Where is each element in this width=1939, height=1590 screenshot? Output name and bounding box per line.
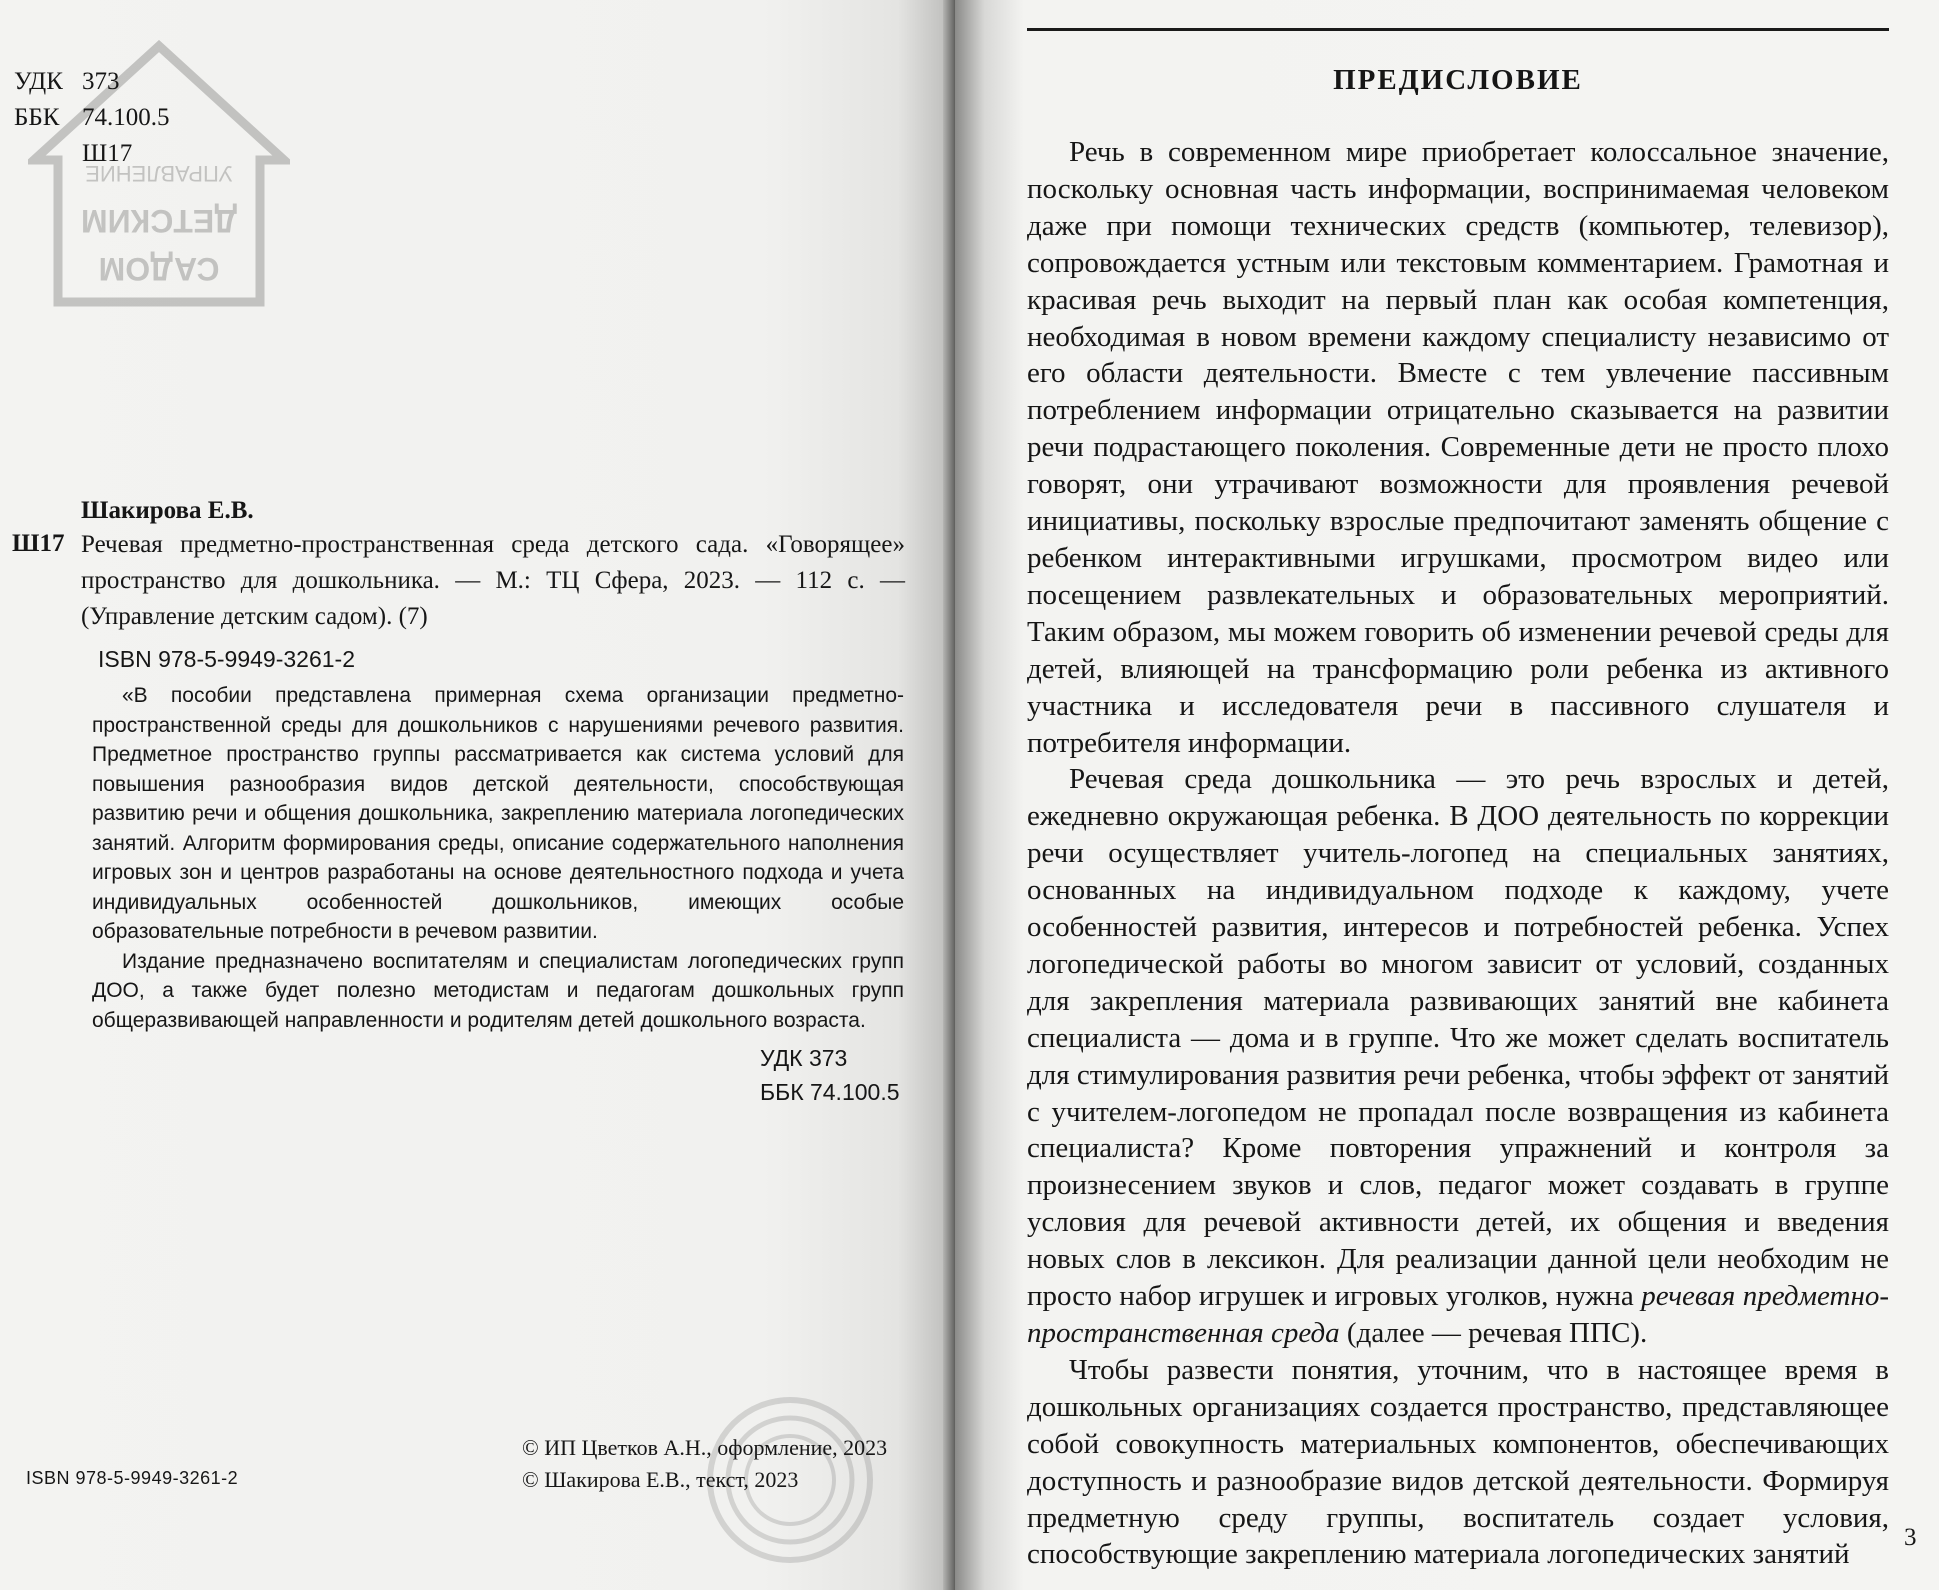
top-rule: [1027, 28, 1889, 31]
classification-codes: [14, 64, 170, 172]
preface-paragraph-2-tail: (далее — речевая ППС).: [1346, 1317, 1648, 1349]
bibliographic-entry: Речевая предметно-пространственная среда детского сада. «Говорящее» пространство для дошкольника. — М.: ТЦ Сфера, 2023. — 112 с. — (Управление детским садом). (7): [81, 531, 905, 630]
bbk-bottom-line: ББК 74.100.5: [760, 1079, 900, 1105]
bbk-row: [14, 100, 170, 136]
author-code-row: [14, 136, 170, 172]
udk-bottom-line: УДК 373: [760, 1045, 848, 1071]
right-page: [955, 0, 1939, 1590]
page-title: ПРЕДИСЛОВИЕ: [1333, 64, 1583, 96]
copyright-text: © Шакирова Е.В., текст, 2023: [522, 1467, 799, 1492]
classification-codes-bottom: [760, 1041, 900, 1109]
left-page: [0, 0, 955, 1590]
udk-label: УДК: [14, 68, 63, 95]
bbk-label: ББК: [14, 104, 60, 131]
page-number: 3: [1904, 1524, 1917, 1551]
series-logo-line-3: САДОМ: [98, 251, 220, 287]
preface-paragraph-2-text: Речевая среда дошкольника — это речь взрослых и детей, ежедневно окружающая ребенка. В ДОО деятельность по коррекции речи осуществляет учитель-логопед на специальных занятиях, основанных на индивидуальном подходе к каждому, учете особенностей развития, интересов и потребностей ребенка. Успех логопедической работы во многом зависит от условий, созданных для закрепления материала развивающих занятий вне кабинета специалиста — дома и в группе. Что же может сделать воспитатель для стимулирования развития речи ребенка, чтобы эффект от занятий с учителем-логопедом не пропадал после возвращения из кабинета специалиста? Кроме повторения упражнений и контроля за произнесением звуков и слов, педагог может создавать в группе условия для речевой активности детей, их общения и введения новых слов в лексикон. Для реализации данной цели необходим не просто набор игрушек и игровых уголков, нужна: [1027, 763, 1889, 1313]
udk-row: [14, 64, 170, 100]
copyright: [522, 1432, 887, 1496]
udk-value: 373: [82, 68, 120, 95]
annotation-paragraph-2: Издание предназначено воспитателям и специалистам логопедических групп ДОО, а также будет полезно методистам и педагогам дошкольных групп общеразвивающей направленности и родителям детей дошкольного возраста.: [92, 949, 904, 1032]
isbn-line: ISBN 978-5-9949-3261-2: [98, 646, 355, 672]
series-logo-line-2: ДЕТСКИМ: [81, 203, 237, 239]
preface-paragraph-3: Чтобы развести понятия, уточним, что в настоящее время в дошкольных организациях создается пространство, представляющее собой совокупность материальных компонентов, обеспечивающих доступность и разнообразие видов детской деятельности. Формируя предметную среду группы, воспитатель создает условия, способствующие закреплению материала логопедических занятий: [1027, 1353, 1889, 1571]
isbn-bottom: ISBN 978-5-9949-3261-2: [26, 1468, 239, 1488]
series-logo-line-1: УПРАВЛЕНИЕ: [85, 161, 233, 186]
annotation: [92, 681, 904, 1035]
annotation-paragraph-1: «В пособии представлена примерная схема организации предметно-пространственной среды для дошкольников с нарушениями речевого развития. Предметное пространство группы рассматривается как система условий для повышения разнообразия видов детской деятельности, способствующая развитию речи и общения дошкольника, закреплению материала логопедических занятий. Алгоритм формирования среды, описание содержательного наполнения игровых зон и центров разработаны на основе деятельностного подхода и учета индивидуальных особенностей дошкольников, имеющих особые образовательные потребности в речевом развитии.: [92, 684, 904, 943]
preface-emphasis: речевая предметно-пространственная среда: [1027, 1280, 1889, 1349]
preface-paragraph-1: Речь в современном мире приобретает колоссальное значение, поскольку основная часть информации, воспринимаемая человеком даже при помощи технических средств (компьютер, телевизор), сопровождается устным или текстовым комментарием. Грамотная и красивая речь выходит на первый план как особая компетенция, необходимая в новом времени каждому специалисту независимо от его области деятельности. Вместе с тем увлечение пассивным потреблением информации отрицательно сказывается на развитии речи подрастающего поколения. Современные дети не просто плохо говорят, они утрачивают возможности для проявления речевой инициативы, поскольку взрослые предпочитают заменять общение с ребенком интерактивными игрушками, просмотром видео или посещением развлекательных и образовательных мероприятий. Таким образом, мы можем говорить об изменении речевой среды для детей, влияющей на трансформацию роли ребенка из активного участника и исследователя речи в пассивного слушателя и потребителя информации.: [1027, 136, 1889, 759]
author-code-label: [14, 136, 82, 172]
bbk-value: 74.100.5: [82, 104, 170, 131]
preface-paragraph-2: [1027, 761, 1889, 1352]
author-code-mark: Ш17: [12, 530, 65, 557]
preface-body: [1027, 134, 1889, 1573]
author-code-value: Ш17: [82, 140, 133, 167]
author-line: Шакирова Е.В.: [81, 497, 254, 524]
copyright-design: © ИП Цветков А.Н., оформление, 2023: [522, 1435, 888, 1460]
